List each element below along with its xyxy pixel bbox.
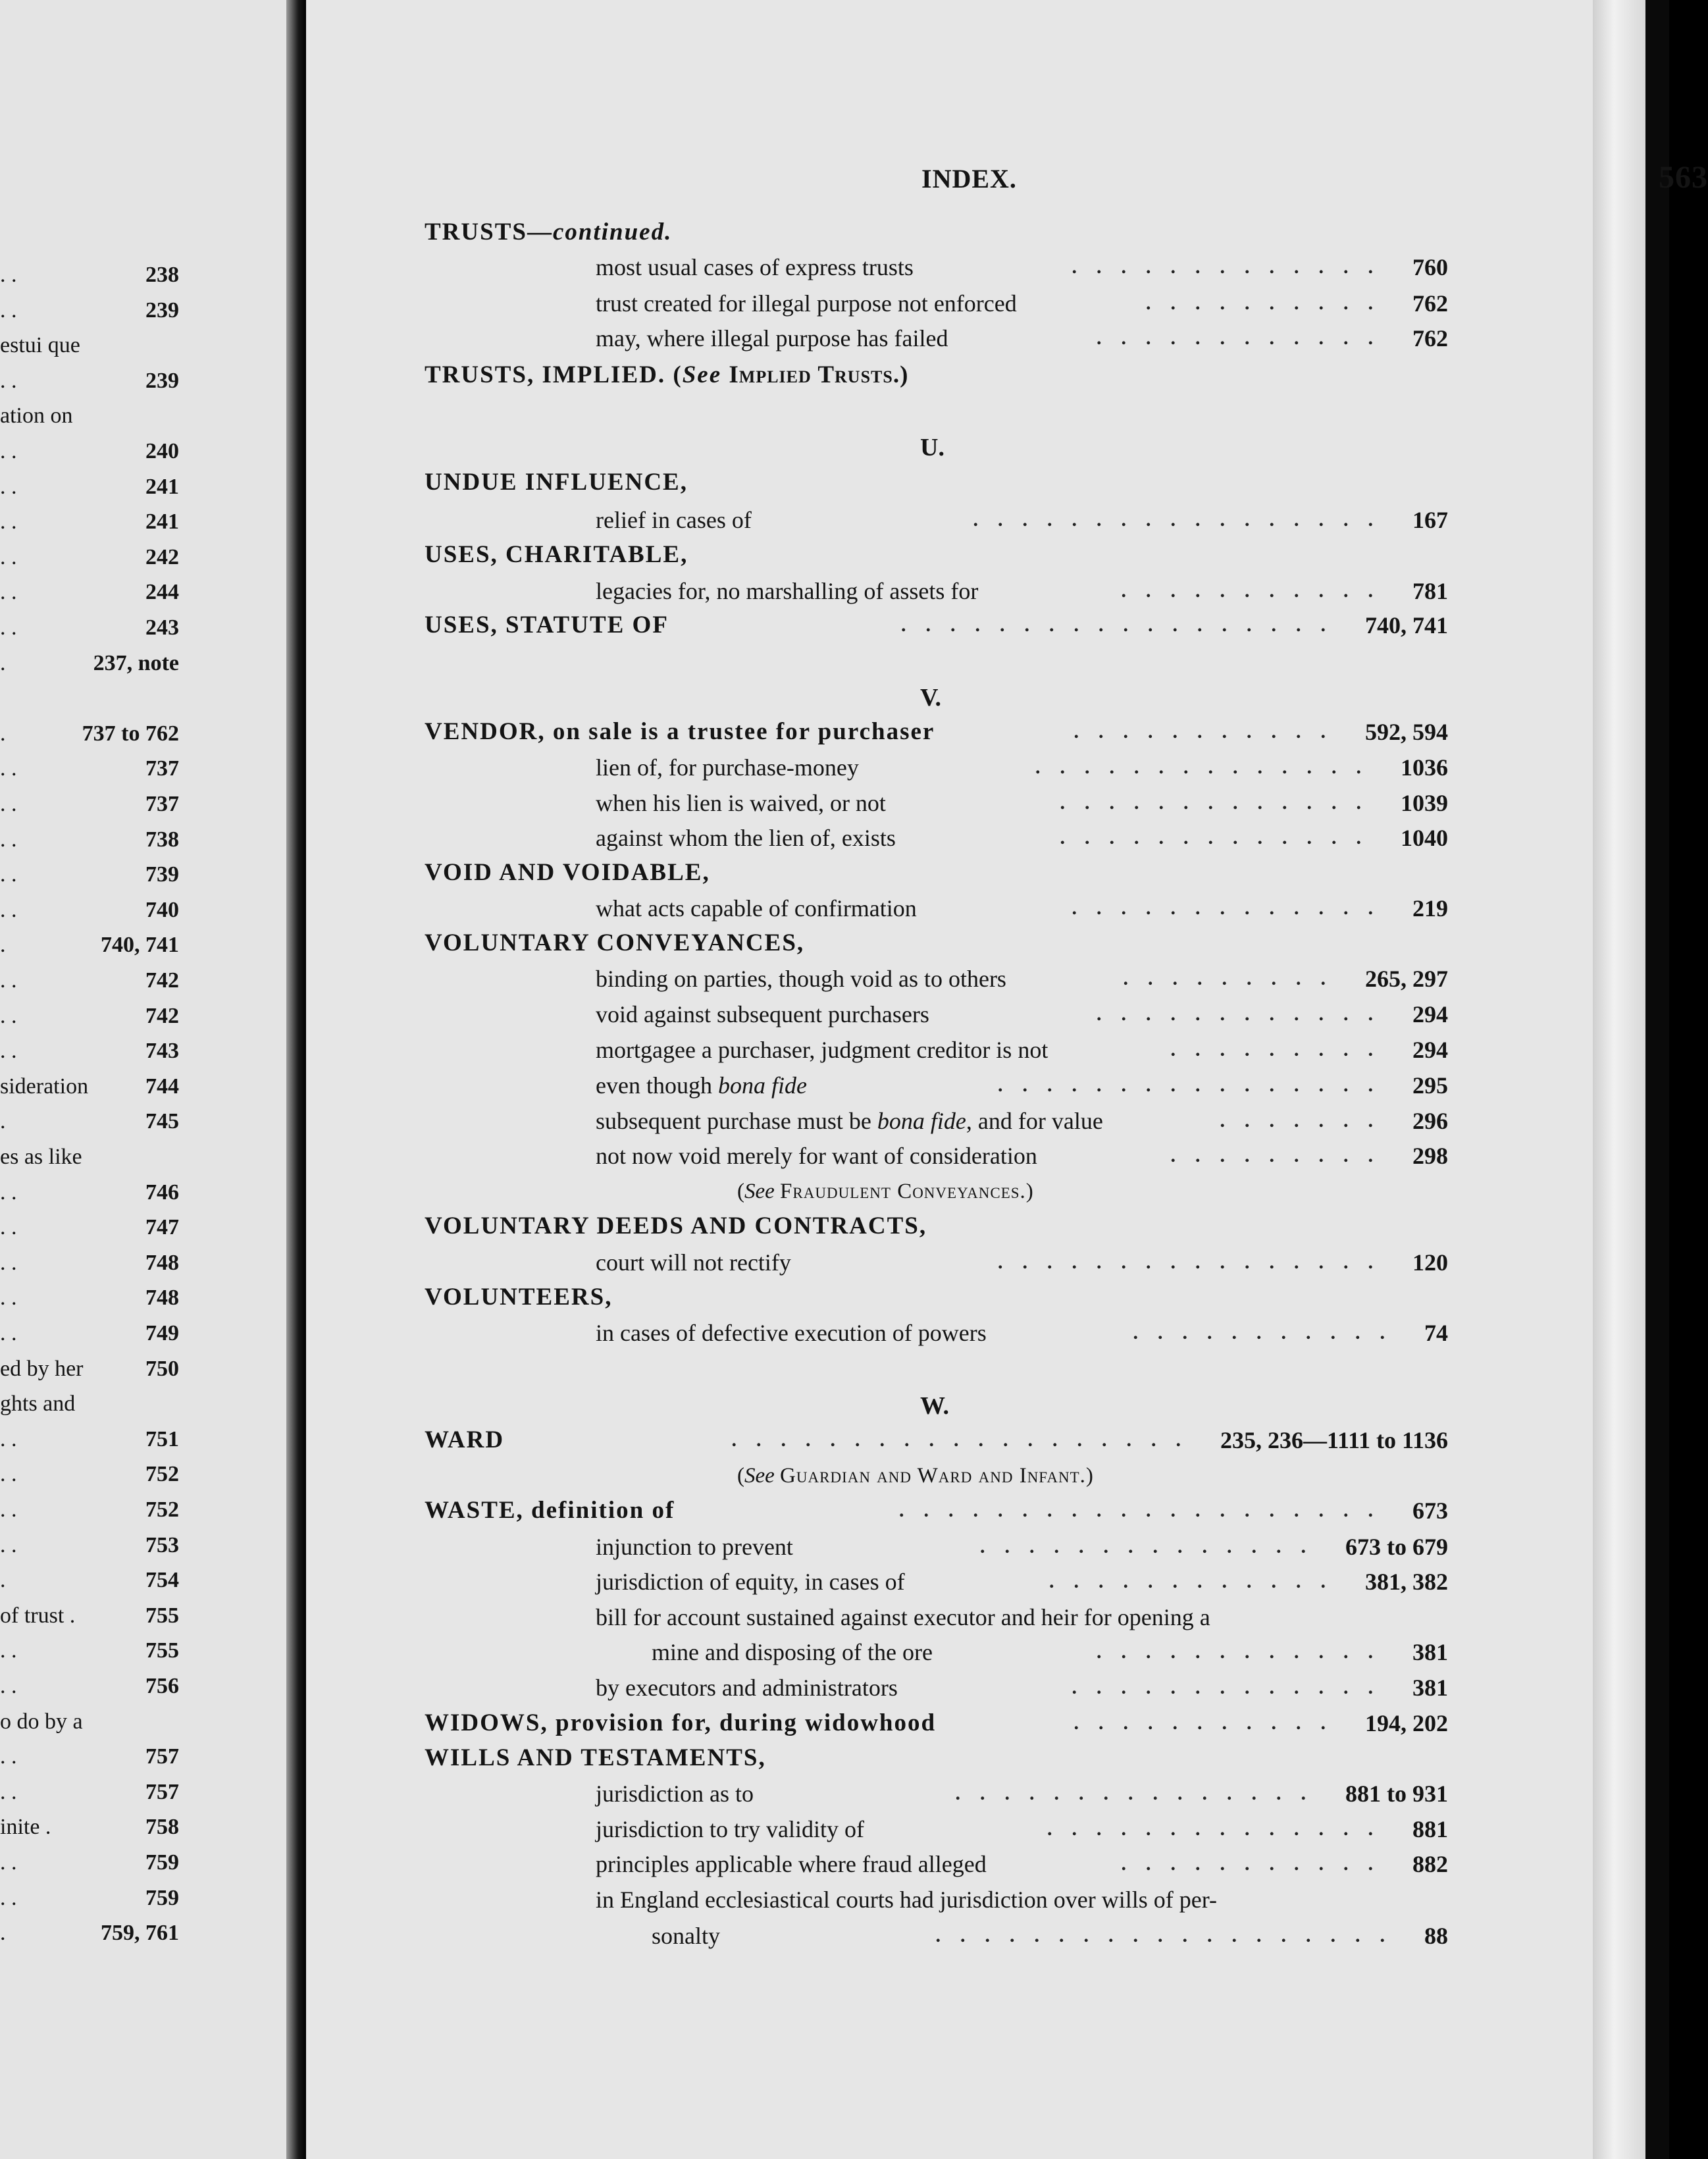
left-page-text: . . [0,1744,17,1769]
left-page-text: . . [0,1497,17,1522]
index-entry [0,1634,1669,1671]
leader-dots: . . . . . . . . . . . . [1097,327,1393,349]
left-page-text: . . [0,544,17,569]
index-entry [0,1208,1669,1245]
left-page-number: 739 [145,862,179,887]
entry-text: not now void merely for want of consideration [596,1143,1037,1169]
index-entry [0,925,1669,962]
left-page-number: 750 [145,1356,179,1381]
leader-dots: . . . . . . . . . . . . . . [1047,1818,1393,1840]
leader-dots: . . . . . . . . . . . . [1097,1641,1393,1663]
entry-text: lien of, for purchase-money [596,754,859,781]
left-page-text: ghts and [0,1392,76,1417]
entry-text: when his lien is waived, or not [596,790,886,816]
left-page-text: . . [0,1638,17,1663]
index-entry [0,1881,1669,1918]
left-page-text: o do by a [0,1709,83,1734]
entry-page: 381 [1412,1675,1448,1701]
left-page-text: . . [0,1532,17,1557]
index-entry [0,1528,1669,1565]
index-entry [0,819,1669,856]
entry-text: VOLUNTARY DEEDS AND CONTRACTS, [425,1212,927,1239]
left-page-text: . . [0,897,17,922]
entry-page: 219 [1412,895,1448,922]
entry-page: 1040 [1401,825,1448,851]
leader-dots: . . . . . . . . . . . . . . [1035,756,1381,778]
entry-page: 265, 297 [1365,966,1448,992]
left-page-number: 745 [145,1109,179,1134]
page-title: INDEX. [921,164,1017,194]
left-page-number: 747 [145,1215,179,1240]
entry-page: 762 [1412,325,1448,351]
index-entry [0,1279,1669,1316]
entry-page: 740, 741 [1365,612,1448,638]
left-page-number: 759 [145,1850,179,1875]
index-entry [0,1244,1669,1281]
entry-page: 881 to 931 [1345,1781,1448,1807]
left-page-number: 759, 761 [101,1921,179,1946]
left-page-number: 742 [145,1003,179,1028]
left-page-text: . . [0,1003,17,1028]
entry-text: injunction to prevent [596,1534,793,1560]
left-page-text: . . [0,1885,17,1910]
left-page-number: 752 [145,1497,179,1522]
index-entry [0,1705,1669,1742]
entry-text: legacies for, no marshalling of assets for [596,578,979,604]
leader-dots: . . . . . . . . . [1170,1145,1393,1166]
entry-text: U. [920,434,945,461]
left-page-text: . . [0,615,17,640]
left-page-number: 744 [145,1074,179,1099]
left-page-number: 740 [145,897,179,922]
entry-text: principles applicable where fraud alleged [596,1851,987,1877]
entry-text: even though bona fide [596,1072,807,1099]
index-entry [0,1457,1669,1494]
index-entry [0,536,1669,573]
left-page-text: . [0,650,6,675]
leader-dots: . . . . . . . . . . . [1074,721,1345,742]
left-page-text: . [0,1109,6,1134]
entry-text: VENDOR, on sale is a trustee for purchaser [425,718,935,745]
left-page-text: . . [0,1674,17,1698]
page-header [306,160,1708,203]
entry-text: WASTE, definition of [425,1497,675,1524]
index-entry [0,285,1669,322]
left-page-number: 742 [145,968,179,993]
left-page-number: 755 [145,1603,179,1628]
left-page-text: . . [0,1286,17,1311]
left-page-number: 749 [145,1321,179,1345]
left-page-text: . . [0,474,17,499]
entry-text: relief in cases of [596,507,752,533]
index-entry [0,854,1669,891]
left-page-text: . . [0,827,17,852]
left-page-number: 748 [145,1250,179,1275]
left-page-text: . . [0,509,17,534]
left-page-number: 737 [145,756,179,781]
entry-text: subsequent purchase must be bona fide, and for value [596,1108,1103,1134]
left-page-number: 238 [145,263,179,287]
entry-text: jurisdiction of equity, in cases of [596,1569,905,1595]
entry-page: 673 [1412,1497,1448,1524]
entry-page: 381, 382 [1365,1569,1448,1595]
entry-text: VOLUNTEERS, [425,1284,613,1311]
index-entry [0,1067,1669,1104]
left-page-text: . . [0,1180,17,1205]
left-page-number: 753 [145,1532,179,1557]
index-entry [0,1811,1669,1848]
left-page-number: 754 [145,1568,179,1593]
left-page-number: 757 [145,1744,179,1769]
entry-text: in England ecclesiastical courts had jurisdiction over wills of per- [596,1886,1217,1913]
left-page-number: 237, note [93,650,179,675]
leader-dots: . . . . . . . . . [1170,1039,1393,1060]
left-page-text: . . [0,298,17,323]
left-page-text: . . [0,968,17,993]
left-page-number: 241 [145,474,179,499]
left-page-text: ation on [0,403,73,429]
entry-text: trust created for illegal purpose not enforced [596,290,1017,317]
entry-page: 167 [1412,507,1448,533]
index-entry [0,714,1669,750]
entry-text: W. [920,1392,950,1420]
left-page-text: . . [0,439,17,463]
entry-text: WARD [425,1426,505,1453]
leader-dots: . . . . . . . . . . . . . [1060,827,1381,848]
leader-dots: . . . . . . . . . . [1146,292,1393,314]
entry-page: 882 [1412,1851,1448,1877]
index-entry [0,960,1669,997]
index-entry [0,890,1669,927]
entry-text: TRUSTS—continued. [425,219,673,246]
left-page-text: estui que [0,333,80,358]
index-entry [0,1563,1669,1600]
left-page-number: 755 [145,1638,179,1663]
leader-dots: . . . . . . . . . . . . [1049,1571,1345,1592]
left-page-text: ed by her [0,1356,84,1381]
index-entry [0,1669,1669,1706]
index-entry [0,1103,1669,1139]
left-page-text: . . [0,1426,17,1451]
left-page-number: 743 [145,1039,179,1064]
index-entry [0,785,1669,821]
leader-dots: . . . . . . . . . . . . . [1060,792,1381,814]
left-page-number: 759 [145,1885,179,1910]
left-page-text: . . [0,1462,17,1487]
entry-text: WILLS AND TESTAMENTS, [425,1744,766,1771]
leader-dots: . . . . . . . . . . . . . . . . . [973,509,1393,531]
left-page-number: 737 [145,792,179,816]
left-page-text: . [0,1921,6,1946]
left-page-text: . [0,933,6,958]
entry-text: (See Guardian and Ward and Infant.) [737,1464,1093,1488]
entry-page: 673 to 679 [1345,1534,1448,1560]
index-entry [0,1917,1669,1954]
leader-dots: . . . . . . . . . . . [1121,1853,1393,1875]
left-page-number: 240 [145,439,179,463]
entry-page: 235, 236—1111 to 1136 [1220,1427,1448,1453]
index-entry [0,1137,1669,1174]
left-page-text: . . [0,1250,17,1275]
leader-dots: . . . . . . . . . . . [1121,580,1393,602]
left-page-text: . . [0,756,17,781]
entry-page: 194, 202 [1365,1710,1448,1736]
entry-text: mortgagee a purchaser, judgment creditor is not [596,1037,1048,1063]
left-page-number: 756 [145,1674,179,1698]
left-page-number: 757 [145,1779,179,1804]
leader-dots: . . . . . . . . . . . . . . . . [998,1074,1393,1096]
left-page-text: of trust . [0,1603,76,1628]
left-page-number: 740, 741 [101,933,179,958]
left-page-number: 239 [145,368,179,393]
entry-page: 762 [1412,290,1448,317]
entry-text: bill for account sustained against executor and heir for opening a [596,1604,1210,1630]
entry-text: (See Fraudulent Conveyances.) [737,1180,1033,1203]
entry-text: WIDOWS, provision for, during widowhood [425,1709,937,1736]
index-entry [0,1599,1669,1636]
entry-page: 295 [1412,1072,1448,1099]
left-page-text: . . [0,1779,17,1804]
index-entry [0,1775,1669,1812]
section-letter [0,679,1669,716]
left-page-number: 737 to 762 [82,721,179,746]
leader-dots: . . . . . . . . . . . . . . . . . . . [731,1429,1201,1451]
entry-page: 781 [1412,578,1448,604]
entry-page: 294 [1412,1037,1448,1063]
index-entry [0,607,1669,644]
entry-text: USES, STATUTE OF [425,611,669,638]
entry-page: 88 [1424,1923,1448,1949]
leader-dots: . . . . . . . . . . . . . [1072,256,1393,278]
index-entry [0,249,1669,286]
entry-text: binding on parties, though void as to others [596,966,1006,992]
leader-dots: . . . . . . . . . . . . . . . [955,1782,1326,1804]
left-page-text: . . [0,792,17,816]
left-page-number: 243 [145,615,179,640]
leader-dots: . . . . . . . . . . . [1133,1322,1405,1343]
entry-text: against whom the lien of, exists [596,825,896,851]
index-entry [0,1314,1669,1351]
index-entry [0,996,1669,1033]
left-page-number: 746 [145,1180,179,1205]
leader-dots: . . . . . . . . . . . . . . . . . . . [935,1925,1405,1946]
index-entry [0,1846,1669,1883]
page-number: 563 [1659,160,1708,195]
entry-page: 592, 594 [1365,719,1448,745]
left-page-text: inite . [0,1815,51,1840]
left-page-number: 242 [145,544,179,569]
left-page-number: 758 [145,1815,179,1840]
left-page-number: 748 [145,1286,179,1311]
entry-page: 296 [1412,1108,1448,1134]
entry-page: 881 [1412,1816,1448,1842]
leader-dots: . . . . . . . . . . . . . . . . . . . . [899,1499,1393,1521]
entry-page: 1039 [1401,790,1448,816]
left-page-text: . . [0,580,17,605]
entry-text: sonalty [652,1923,720,1949]
leader-dots: . . . . . . . . . . . . . [1072,897,1393,919]
index-entry [0,1422,1669,1459]
entry-page: 1036 [1401,754,1448,781]
leader-dots: . . . . . . . . . . . . [1097,1003,1393,1025]
left-page-text: es as like [0,1145,82,1169]
section-letter [0,1388,1669,1424]
index-entry [0,357,1669,394]
leader-dots: . . . . . . . . . . . [1074,1712,1345,1734]
left-page-text: sideration [0,1074,89,1099]
index-entry [0,502,1669,538]
entry-page: 298 [1412,1143,1448,1169]
leader-dots: . . . . . . . . . . . . . . [980,1536,1326,1557]
entry-page: 381 [1412,1639,1448,1665]
entry-text: UNDUE INFLUENCE, [425,469,688,496]
entry-text: void against subsequent purchasers [596,1001,929,1027]
index-entry [0,573,1669,610]
entry-text: VOLUNTARY CONVEYANCES, [425,929,805,956]
leader-dots: . . . . . . . . . . . . . [1072,1677,1393,1698]
left-page-number: 244 [145,580,179,605]
index-entry [0,214,1669,251]
entry-text: TRUSTS, IMPLIED. (See Implied Trusts.) [425,361,910,388]
entry-text: most usual cases of express trusts [596,254,914,280]
index-entry [0,749,1669,786]
left-page-text: . . [0,368,17,393]
left-page-text: . . [0,263,17,287]
index-entry [0,1740,1669,1777]
entry-text: mine and disposing of the ore [652,1639,933,1665]
entry-page: 120 [1412,1249,1448,1276]
index-entry [0,320,1669,357]
entry-page: 74 [1424,1320,1448,1346]
entry-page: 760 [1412,254,1448,280]
entry-text: jurisdiction as to [596,1781,754,1807]
entry-text: court will not rectify [596,1249,791,1276]
leader-dots: . . . . . . . . . . . . . . . . . . [901,614,1345,636]
left-page-text: . . [0,1321,17,1345]
index-entry [0,1031,1669,1068]
section-letter [0,429,1669,466]
left-page-number: 738 [145,827,179,852]
left-page-text: . . [0,862,17,887]
left-page-text: . [0,721,6,746]
entry-text: what acts capable of confirmation [596,895,917,922]
entry-text: may, where illegal purpose has failed [596,325,948,351]
entry-text: by executors and administrators [596,1675,898,1701]
entry-text: V. [920,684,942,712]
index-entry [0,464,1669,501]
leader-dots: . . . . . . . [1220,1110,1393,1132]
leader-dots: . . . . . . . . . . . . . . . . [998,1251,1393,1273]
left-page-number: 241 [145,509,179,534]
left-page-text: . . [0,1039,17,1064]
left-page-number: 239 [145,298,179,323]
left-page-text: . . [0,1850,17,1875]
left-page-text: . . [0,1215,17,1240]
left-page-number: 752 [145,1462,179,1487]
entry-text: VOID AND VOIDABLE, [425,859,710,886]
entry-text: USES, CHARITABLE, [425,541,688,568]
index-entry [0,1173,1669,1210]
left-page-number: 751 [145,1426,179,1451]
entry-text: in cases of defective execution of powers [596,1320,987,1346]
entry-page: 294 [1412,1001,1448,1027]
entry-text: jurisdiction to try validity of [596,1816,864,1842]
left-page-text: . [0,1568,6,1593]
leader-dots: . . . . . . . . . [1123,968,1345,989]
index-entry [0,1492,1669,1529]
